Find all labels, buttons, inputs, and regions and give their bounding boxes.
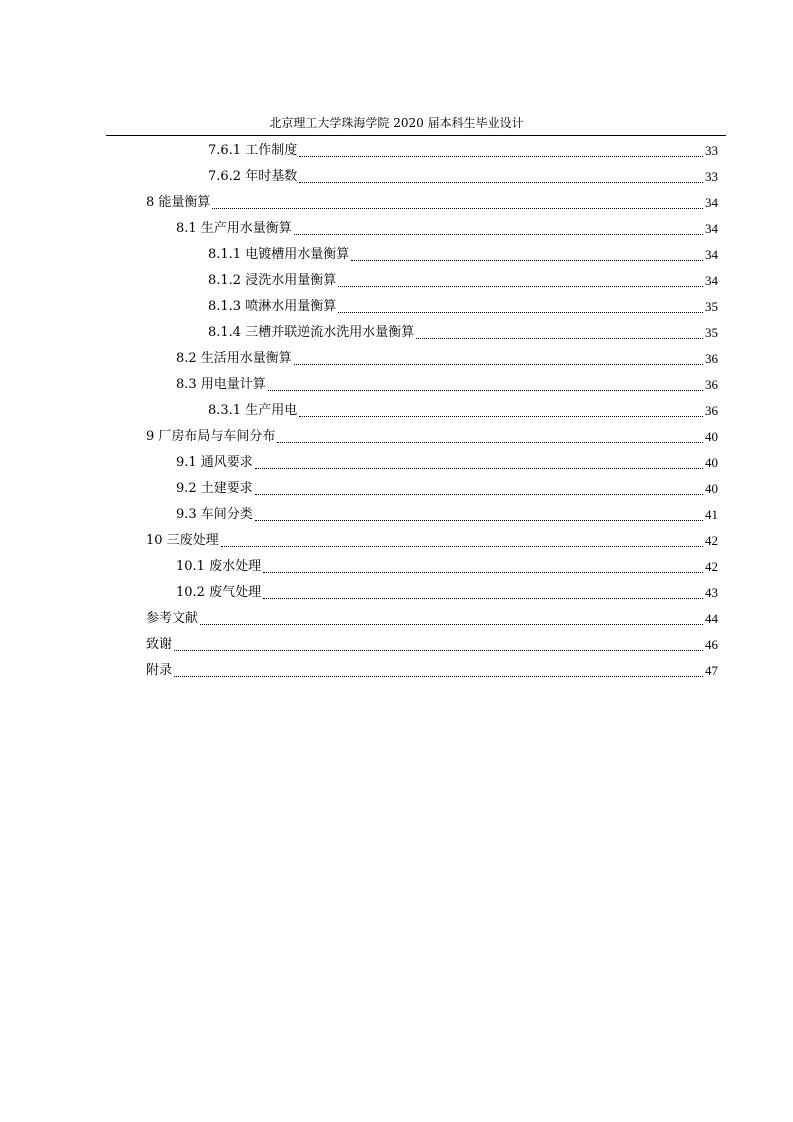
toc-entry[interactable] <box>208 164 718 190</box>
toc-entry-title: 10 三废处理 <box>146 533 219 548</box>
toc-entry-title: 8 能量衡算 <box>146 195 211 210</box>
toc-dot-leader <box>416 338 703 339</box>
toc-dot-leader <box>294 234 703 235</box>
toc-entry-title: 10.1 废水处理 <box>176 559 262 574</box>
toc-entry-page-number: 47 <box>705 663 718 678</box>
toc-dot-leader <box>255 494 703 495</box>
toc-entry-title: 8.3.1 生产用电 <box>208 403 298 418</box>
toc-entry-page-number: 40 <box>705 455 718 470</box>
toc-dot-leader <box>263 598 703 599</box>
toc-dot-leader <box>255 520 703 521</box>
toc-entry[interactable] <box>176 580 718 606</box>
toc-entry-title: 致谢 <box>146 637 173 652</box>
toc-entry-title: 8.1.1 电镀槽用水量衡算 <box>208 247 350 262</box>
toc-entry[interactable] <box>208 398 718 424</box>
toc-entry[interactable] <box>176 554 718 580</box>
toc-entry[interactable] <box>146 658 718 684</box>
toc-entry-page-number: 33 <box>705 143 718 158</box>
toc-dot-leader <box>268 390 703 391</box>
toc-entry-page-number: 35 <box>705 325 718 340</box>
toc-dot-leader <box>212 208 703 209</box>
toc-dot-leader <box>299 182 703 183</box>
toc-entry-page-number: 34 <box>705 195 718 210</box>
toc-dot-leader <box>174 676 703 677</box>
toc-entry-page-number: 35 <box>705 299 718 314</box>
toc-entry[interactable] <box>176 216 718 242</box>
header-divider <box>106 135 726 136</box>
toc-entry[interactable] <box>208 294 718 320</box>
toc-entry[interactable] <box>176 450 718 476</box>
toc-entry[interactable] <box>146 632 718 658</box>
toc-entry-page-number: 40 <box>705 429 718 444</box>
toc-dot-leader <box>277 442 703 443</box>
toc-entry-title: 8.1.3 喷淋水用量衡算 <box>208 299 337 314</box>
toc-entry-title: 8.1.2 浸洗水用量衡算 <box>208 273 337 288</box>
toc-entry-page-number: 34 <box>705 247 718 262</box>
toc-entry-page-number: 46 <box>705 637 718 652</box>
toc-entry-title: 8.1 生产用水量衡算 <box>176 221 292 236</box>
toc-entry-page-number: 34 <box>705 221 718 236</box>
toc-dot-leader <box>263 572 703 573</box>
toc-entry[interactable] <box>146 528 718 554</box>
toc-entry-page-number: 42 <box>705 559 718 574</box>
toc-entry-page-number: 44 <box>705 611 718 626</box>
toc-entry-page-number: 34 <box>705 273 718 288</box>
toc-dot-leader <box>338 286 703 287</box>
toc-dot-leader <box>338 312 703 313</box>
toc-entry[interactable] <box>176 346 718 372</box>
toc-dot-leader <box>299 416 703 417</box>
toc-entry-title: 8.2 生活用水量衡算 <box>176 351 292 366</box>
toc-entry[interactable] <box>176 502 718 528</box>
toc-dot-leader <box>255 468 703 469</box>
toc-entry[interactable] <box>176 372 718 398</box>
toc-entry-title: 9.1 通风要求 <box>176 455 253 470</box>
toc-entry[interactable] <box>146 424 718 450</box>
toc-entry[interactable] <box>208 268 718 294</box>
toc-entry[interactable] <box>208 242 718 268</box>
toc-entry-title: 9 厂房布局与车间分布 <box>146 429 276 444</box>
toc-dot-leader <box>351 260 703 261</box>
toc-entry[interactable] <box>208 138 718 164</box>
toc-entry-title: 9.3 车间分类 <box>176 507 253 522</box>
toc-entry-page-number: 41 <box>705 507 718 522</box>
toc-entry[interactable] <box>146 190 718 216</box>
toc-entry-page-number: 36 <box>705 351 718 366</box>
toc-entry-page-number: 36 <box>705 403 718 418</box>
toc-dot-leader <box>221 546 703 547</box>
page-header: 北京理工大学珠海学院 2020 届本科生毕业设计 <box>269 116 524 130</box>
toc-dot-leader <box>174 650 703 651</box>
toc-entry[interactable] <box>146 606 718 632</box>
toc-entry-title: 7.6.2 年时基数 <box>208 169 298 184</box>
toc-entry-title: 7.6.1 工作制度 <box>208 143 298 158</box>
toc-entry-title: 参考文献 <box>146 611 199 626</box>
toc-entry[interactable] <box>176 476 718 502</box>
toc-dot-leader <box>200 624 703 625</box>
toc-entry-page-number: 43 <box>705 585 718 600</box>
toc-entry-page-number: 40 <box>705 481 718 496</box>
toc-entry-page-number: 36 <box>705 377 718 392</box>
toc-entry-title: 10.2 废气处理 <box>176 585 262 600</box>
toc-dot-leader <box>294 364 703 365</box>
toc-entry-title: 8.1.4 三槽并联逆流水洗用水量衡算 <box>208 325 415 340</box>
toc-entry-title: 9.2 土建要求 <box>176 481 253 496</box>
toc-dot-leader <box>299 156 703 157</box>
toc-entry-title: 8.3 用电量计算 <box>176 377 266 392</box>
toc-entry-title: 附录 <box>146 663 173 678</box>
toc-entry[interactable] <box>208 320 718 346</box>
toc-entry-page-number: 42 <box>705 533 718 548</box>
toc-entry-page-number: 33 <box>705 169 718 184</box>
